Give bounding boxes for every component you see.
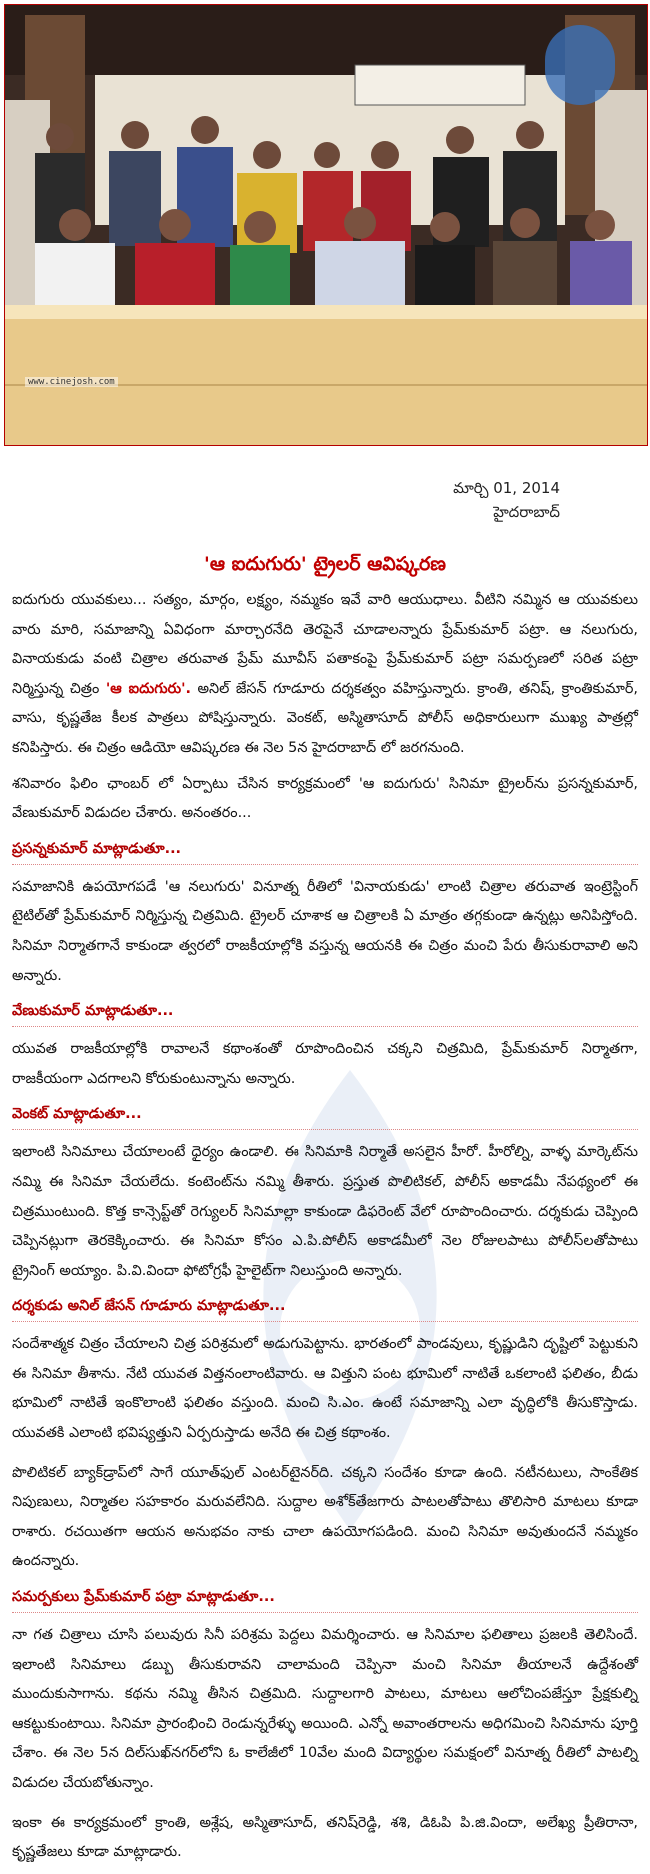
section-paragraph: సమాజానికి ఉపయోగపడే 'ఆ నలుగురు' వినూత్న రీతిలో 'వినాయకుడు' లాంటి చిత్రాల తరువాత ఇంట్రెస్టింగ్ టైటిల్‌తో ప్రేమ్‌కుమార్ నిర్మిస్తున్న చిత్రమిది. ట్రైలర్ చూశాక ఆ చిత్రాలకి ఏ మాత్రం తగ్గకుండా ఉన్నట్లు అనిపిస్తోంది. సినిమా నిర్మాతగానే కాకుండా త్వరలో రాజకీయాల్లోకి వస్తున్న ఆయనకి ఈ చిత్రం మంచి పేరు తీసుకురావాలి అని అన్నారు. xyxy=(12,878,638,984)
section-paragraph: పొలిటికల్ బ్యాక్‌డ్రాప్‌లో సాగే యూత్‌ఫుల్ ఎంటర్‌టైనర్‌ది. చక్కని సందేశం కూడా ఉంది. నటీనటులు, సాంకేతిక నిపుణులు, నిర్మాతల సహకారం మరువలేనిది. సుద్దాల అశోక్‌తేజగారు పాటలతోపాటు తొలిసారి మాటలు కూడా రాశారు. రచయితగా ఆయన అనుభవం నాకు చాలా ఉపయోగపడింది. మంచి సినిమా అవుతుందనే నమ్మకం ఉందన్నారు. xyxy=(12,1464,638,1570)
photo-watermark: www.cinejosh.com xyxy=(25,377,118,387)
section-paragraph: యువత రాజకీయాల్లోకి రావాలనే కథాంశంతో రూపొందించిన చక్కని చిత్రమిది, ప్రేమ్‌కుమార్ నిర్మాతగా, రాజకీయంగా ఎదగాలని కోరుకుంటున్నాను అన్నారు. xyxy=(12,1041,638,1087)
intro-paragraph-1 xyxy=(12,586,638,764)
intro-text-continued: అనిల్ జేసన్ గూడూరు దర్శకత్వం వహిస్తున్నారు. క్రాంతి, తనిష్, క్రాంతికుమార్, వాసు, కృష్ణతేజ కీలక పాత్రలు పోషిస్తున్నారు. వెంకట్, అస్మితాసూద్ పోలీస్ అధికారులుగా ముఖ్య పాత్రల్లో కనిపిస్తారు. ఈ చిత్రం ఆడియో ఆవిష్కరణ ఈ నెల 5న హైదరాబాద్ లో జరగనుంది. xyxy=(12,680,638,756)
intro-text: ఐదుగురు యువకులు... సత్యం, మార్గం, లక్ష్యం, నమ్మకం ఇవే వారి ఆయుధాలు. వీటిని నమ్మిన ఆ యువకులు వారు మారి, సమాజాన్ని ఏవిధంగా మార్చారనేది తెరపైనే చూడాలన్నారు ప్రేమ్‌కుమార్ పట్రా. ఆ నలుగురు, వినాయకుడు వంటి చిత్రాల తరువాత ప్రేమ్ మూవీస్ పతాకంపై ప్రేమ్‌కుమార్ పట్రా సమర్పణలో సరిత పట్రా నిర్మిస్తున్న చిత్రం xyxy=(12,592,638,697)
event-photo xyxy=(4,4,648,446)
section-paragraph: సందేశాత్మక చిత్రం చేయాలని చిత్ర పరిశ్రమలో అడుగుపెట్టాను. భారతంలో పాండవులు, కృష్ణుడిని దృష్టిలో పెట్టుకుని ఈ సినిమా తీశాను. నేటి యువత విత్తనంలాంటివారు. ఆ విత్తుని పంట భూమిలో నాటితే ఒకలాంటి ఫలితం, బీడు భూమిలో నాటితే ఇంకొలాంటి ఫలితం వస్తుంది. మంచి సి.ఎం. ఉంటే సమాజాన్ని ఎలా వృద్ధిలోకి తీసుకొస్తాడు. యువతకి ఎలాంటి భవిష్యత్తుని ఏర్పరుస్తాడు అనేది ఈ చిత్ర కథాంశం. xyxy=(12,1336,638,1442)
section-heading-prasannakumar: ప్రసన్నకుమార్ మాట్లాడుతూ... xyxy=(12,835,638,865)
section-heading-venukumar: వేణుకుమార్ మాట్లాడుతూ... xyxy=(12,997,638,1027)
section-heading-venkat: వెంకట్ మాట్లాడుతూ... xyxy=(12,1100,638,1130)
article-title: 'ఆ ఐదుగురు' ట్రైలర్ ఆవిష్కరణ xyxy=(204,553,446,575)
article-body xyxy=(12,586,638,1874)
section-heading-presenter: సమర్పకులు ప్రేమ్‌కుమార్ పట్రా మాట్లాడుతూ... xyxy=(12,1583,638,1613)
dateline xyxy=(453,476,560,524)
intro-paragraph-2: శనివారం ఫిలిం ఛాంబర్ లో ఏర్పాటు చేసిన కార్యక్రమంలో 'ఆ ఐదుగురు' సినిమా ట్రైలర్‌ను ప్రసన్నకుమార్, వేణుకుమార్ విడుదల చేశారు. అనంతరం... xyxy=(12,775,638,822)
article-place: హైదరాబాద్ xyxy=(493,503,560,521)
section-paragraph: ఇలాంటి సినిమాలు చేయాలంటే ధైర్యం ఉండాలి. ఈ సినిమాకి నిర్మాతే అసలైన హీరో. హీరోల్ని, వాళ్ళ మార్కెట్‌ను నమ్మి ఈ సినిమా చేయలేదు. కంటెంట్‌ను నమ్మి తీశారు. ప్రస్తుత పొలిటికల్, పోలీస్ అకాడమీ నేపథ్యంలో ఈ చిత్రముంటుంది. కొత్త కాన్సెప్ట్‌తో రెగ్యులర్ సినిమాల్లా కాకుండా డిఫరెంట్ వేలో రూపొందించారు. దర్శకుడు చెప్పింది చెప్పినట్లుగా తెరకెక్కించారు. ఈ సినిమా కోసం ఎ.పి.పోలీస్ అకాడమీలో నెల రోజులపాటు పోలీస్‌లతోపాటు ట్రైనింగ్ అయ్యాం. పి.వి.విందా ఫోటోగ్రఫీ హైలైట్‌గా నిలుస్తుంది అన్నారు. xyxy=(12,1144,638,1279)
article-date: మార్చి 01, 2014 xyxy=(453,479,560,497)
section-paragraph: నా గత చిత్రాలు చూసి పలువురు సినీ పరిశ్రమ పెద్దలు విమర్శించారు. ఆ సినిమాల ఫలితాలు ప్రజలకి తెలిసిందే. ఇలాంటి సినిమాలు డబ్బు తీసుకురావని చాలామంది చెప్పినా మంచి సినిమా తీయాలనే ఉద్దేశంతో ముందుకుసాగాను. కథను నమ్మి తీసిన చిత్రమిది. సుద్దాలగారి పాటలు, మాటలు ఆలోచింపజేస్తూ ప్రేక్షకుల్ని ఆకట్టుకుంటాయి. సినిమా ప్రారంభించి రెండున్నరేళ్ళు అయింది. ఎన్నో అవాంతరాలను అధిగమించి సినిమాను పూర్తి చేశాం. ఈ నెల 5న దిల్‌సుఖ్‌నగర్‌లోని ఓ కాలేజీలో 10వేల మంది విద్యార్థుల సమక్షంలో వినూత్న రీతిలో పాటల్ని విడుదల చేయబోతున్నాం. xyxy=(12,1627,638,1791)
section-paragraph: ఇంకా ఈ కార్యక్రమంలో క్రాంతి, అశ్లేష, అస్మితాసూద్, తనిష్‌రెడ్డి, శశి, డిఓపి పి.జి.విందా, అలేఖ్య ప్రీతిరానా, కృష్ణతేజలు కూడా మాట్లాడారు. xyxy=(12,1814,638,1861)
film-title-highlight: 'ఆ ఐదుగురు'. xyxy=(105,680,191,697)
section-heading-director: దర్శకుడు అనిల్ జేసన్ గూడూరు మాట్లాడుతూ... xyxy=(12,1292,638,1322)
